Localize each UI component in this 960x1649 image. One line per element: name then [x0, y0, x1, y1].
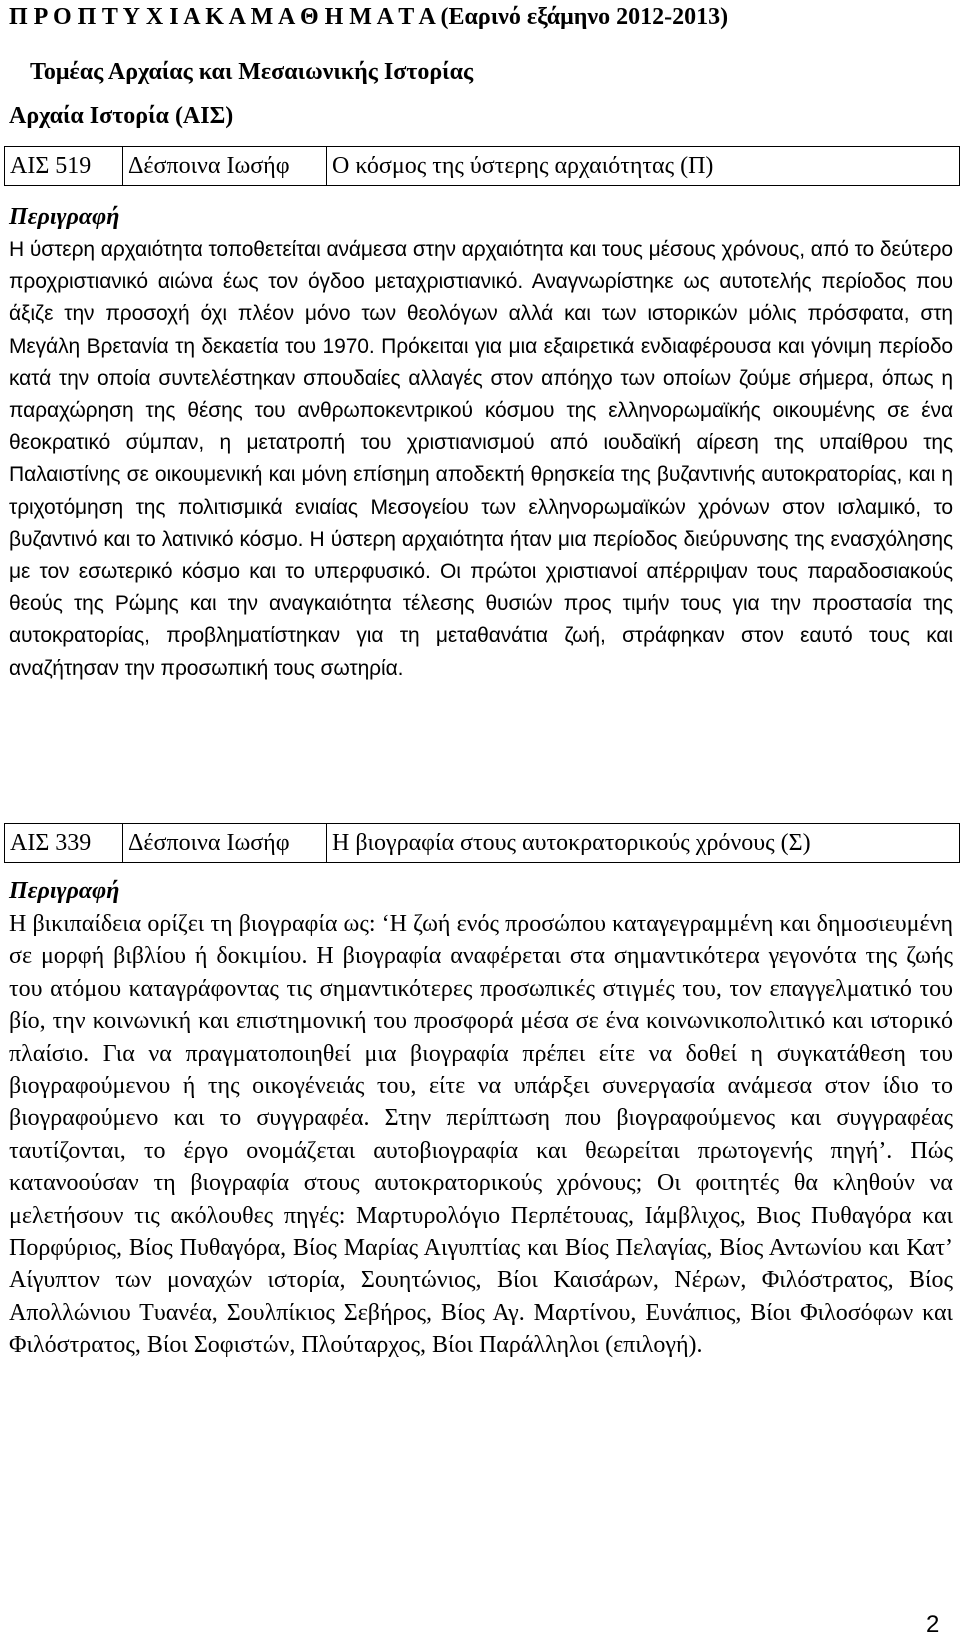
- course-description: Η ύστερη αρχαιότητα τοποθετείται ανάμεσα στην αρχαιότητα και τους μέσους χρόνους, από το δεύτερο προχριστιανικό αιώνα έως τον όγδοο μεταχριστιανικό. Αναγνωρίστηκε ως αυτοτελής περίοδος που άξιζε την προσοχή όχι πλέον μόνο των θεολόγων αλλά και των ιστορικών μόλις πρόσφατα, στη Μεγάλη Βρετανία τη δεκαετία του 1970. Πρόκειται για μια εξαιρετικά ενδιαφέρουσα και γόνιμη περίοδο κατά την οποία συντελέστηκαν σπουδαίες αλλαγές στον απόηχο των οποίων ζούμε σήμερα, όπως η παραχώρηση της θέσης του ανθρωποκεντρικού κόσμου της ελληνορωμαϊκής οικουμένης σε ένα θεοκρατικό σύμπαν, η μετατροπή του χριστιανισμού από ιουδαϊκή αίρεση της υπαίθρου της Παλαιστίνης σε οικουμενική και μόνη επίσημη αποδεκτή θρησκεία της βυζαντινής αυτοκρατορίας, και η τριχοτόμηση της πολιτισμικά ενιαίας Μεσογείου των ελληνορωμαϊκών χρόνων στον ισλαμικό, το βυζαντινό και το λατινικό κόσμο. Η ύστερη αρχαιότητα ήταν μια περίοδος διεύρυνσης της ενασχόλησης με τον εσωτερικό κόσμο και το υπερφυσικό. Οι πρώτοι χριστιανοί απέρριψαν τους παραδοσιακούς θεούς της Ρώμης και την αναγκαιότητα τέλεσης θυσιών προς τιμήν τους για την προστασία της αυτοκρατορίας, προβληματίστηκαν για τη μεταθανάτια ζωή, στράφηκαν στον εαυτό τους και αναζήτησαν την προσωπική τους σωτηρία.: [9, 238, 953, 680]
- course-table-ais519: [4, 146, 960, 186]
- course-row: [5, 824, 960, 863]
- course-table-ais339: [4, 823, 960, 863]
- course-instructor: Δέσποινα Ιωσήφ: [123, 824, 327, 863]
- description-label: Περιγραφή: [9, 878, 120, 904]
- course-code: ΑΙΣ 519: [5, 147, 123, 186]
- course-title: Η βιογραφία στους αυτοκρατορικούς χρόνους (Σ): [327, 824, 960, 863]
- course-title: Ο κόσμος της ύστερης αρχαιότητας (Π): [327, 147, 960, 186]
- course-row: [5, 147, 960, 186]
- page-title: Π Ρ Ο Π Τ Υ Χ Ι Α Κ Α Μ Α Θ Η Μ Α Τ Α (Εαρινό εξάμηνο 2012-2013): [9, 4, 729, 30]
- course-description: Η βικιπαίδεια ορίζει τη βιογραφία ως: ‘Η ζωή ενός προσώπου καταγεγραμμένη και δημοσιευμένη σε μορφή βιβλίου ή δοκιμίου. Η βιογραφία αναφέρεται στα σημαντικότερα γεγονότα της ζωής του ατόμου καταγράφοντας τις σημαντικότερες προσωπικές στιγμές του, τον επαγγελματικό του βίο, την κοινωνική και επιστημονική του προσφορά μέσα σε ένα κοινωνικοπολιτικό και ιστορικό πλαίσιο. Για να πραγματοποιηθεί μια βιογραφία πρέπει είτε να δοθεί η συγκατάθεση του βιογραφούμενου ή της οικογένειάς του, είτε να υπάρξει συνεργασία ανάμεσα στον ίδιο το βιογραφούμενο και το συγγραφέα. Στην περίπτωση που βιογραφούμενος και συγγραφέας ταυτίζονται, το έργο ονομάζεται αυτοβιογραφία και θεωρείται πρωτογενής πηγή’. Πώς κατανοούσαν τη βιογραφία στους αυτοκρατορικούς χρόνους; Οι φοιτητές θα κληθούν να μελετήσουν τις ακόλουθες πηγές: Μαρτυρολόγιο Περπέτουας, Ιάμβλιχος, Βιος Πυθαγόρα και Πορφύριος, Βίος Πυθαγόρα, Βίος Μαρίας Αιγυπτίας και Βίος Πελαγίας, Βίος Αντωνίου και Κατ’ Αίγυπτον των μοναχών ιστορία, Σουητώνιος, Βίοι Καισάρων, Νέρων, Φιλόστρατος, Βίος Απολλώνιου Τυανέα, Σουλπίκιος Σεβήρος, Βίος Αγ. Μαρτίνου, Ευνάπιος, Βίοι Φιλοσόφων και Φιλόστρατος, Βίοι Σοφιστών, Πλούταρχος, Βίοι Παράλληλοι (επιλογή).: [9, 911, 953, 1359]
- section-heading: Τομέας Αρχαίας και Μεσαιωνικής Ιστορίας: [30, 59, 474, 85]
- subsection-heading: Αρχαία Ιστορία (ΑΙΣ): [9, 103, 234, 129]
- page-number: 2: [926, 1611, 940, 1638]
- course-code: ΑΙΣ 339: [5, 824, 123, 863]
- course-instructor: Δέσποινα Ιωσήφ: [123, 147, 327, 186]
- description-label: Περιγραφή: [9, 204, 120, 230]
